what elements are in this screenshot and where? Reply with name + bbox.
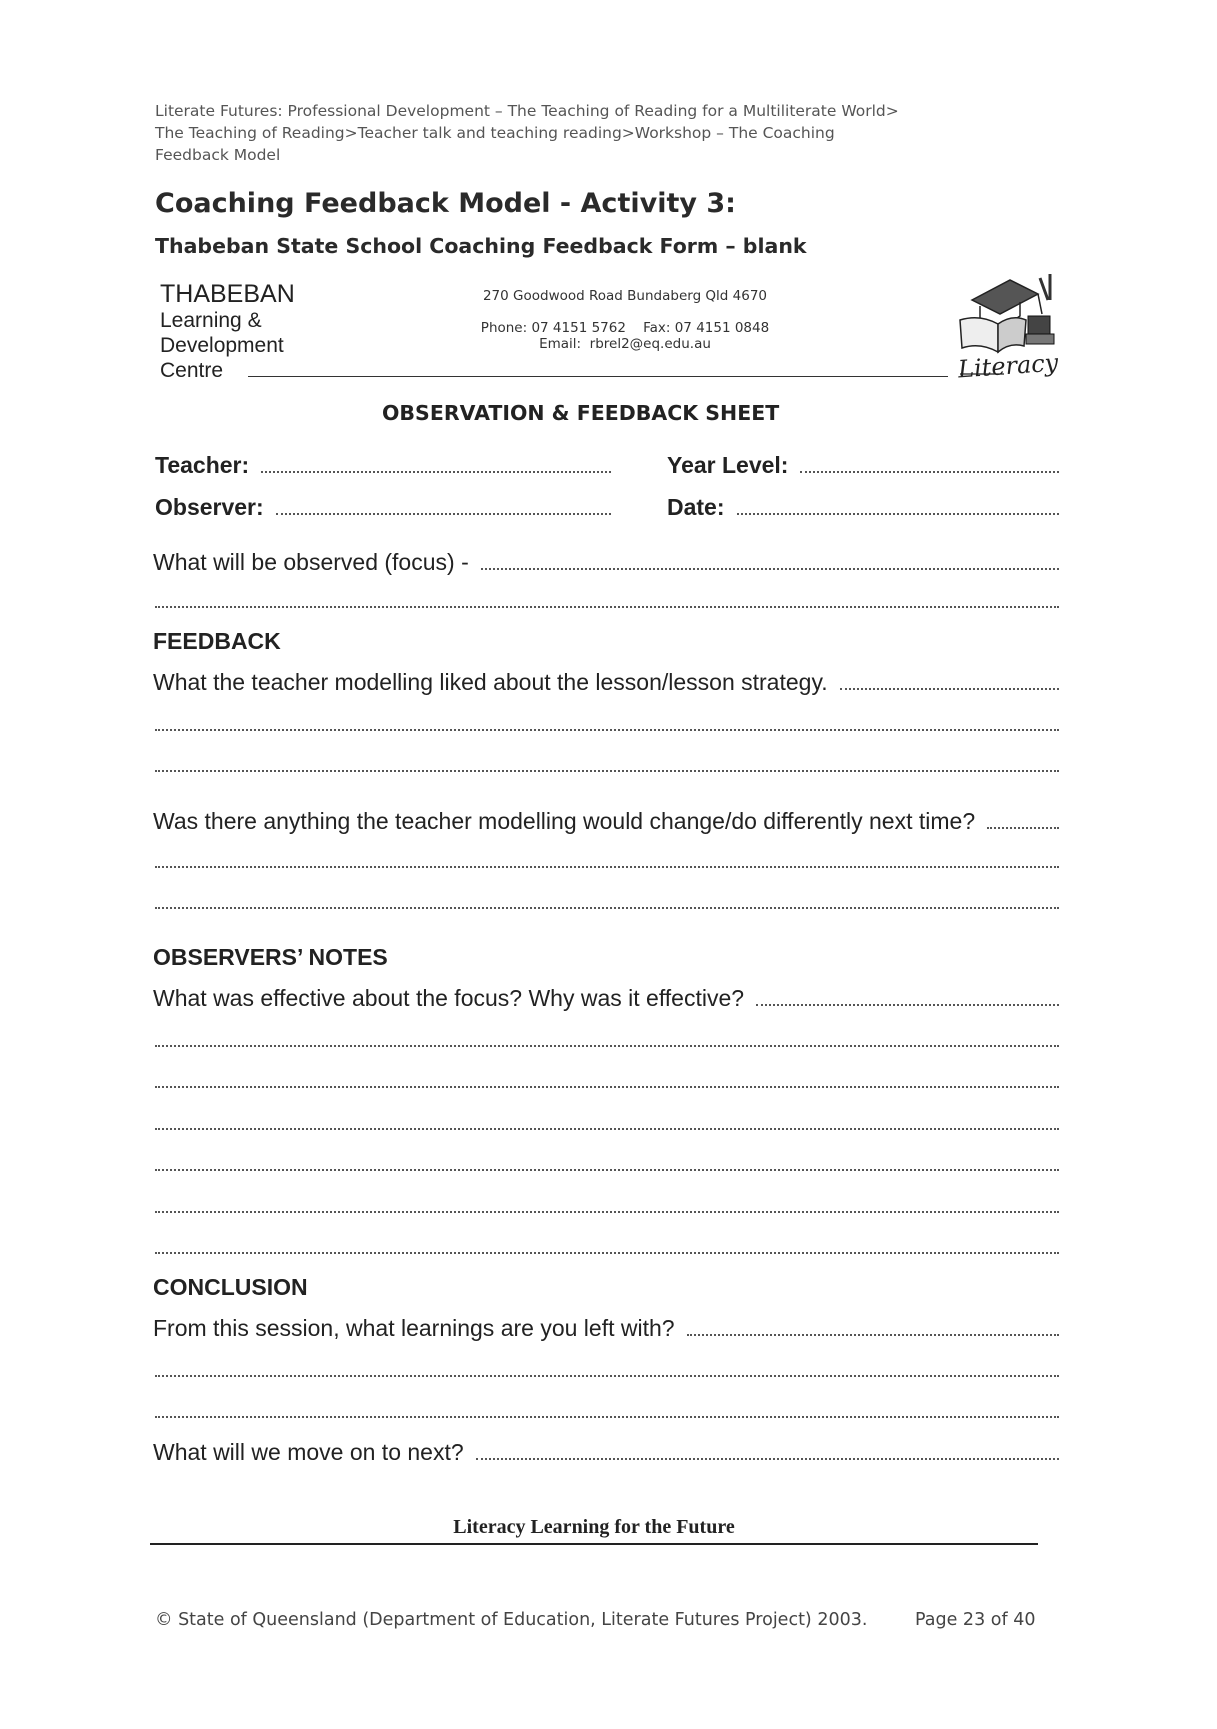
page-number: Page 23 of 40 xyxy=(915,1610,1036,1630)
contact-address: 270 Goodwood Road Bundaberg Qld 4670 xyxy=(482,288,768,304)
breadcrumb-line-1: Literate Futures: Professional Development – The Teaching of Reading for a Multiliterate World> xyxy=(155,102,899,120)
org-name-block xyxy=(160,280,295,383)
year-level-label: Year Level: xyxy=(667,452,789,478)
conclusion-q2-field[interactable] xyxy=(476,1440,1059,1460)
focus-row xyxy=(153,549,1059,576)
feedback-q2-line-3[interactable] xyxy=(155,905,1059,909)
breadcrumb xyxy=(155,100,1055,166)
observer-row xyxy=(155,494,611,521)
observer-field[interactable] xyxy=(276,495,611,515)
observers-line-2[interactable] xyxy=(155,1043,1059,1047)
observers-q1-field[interactable] xyxy=(756,986,1059,1006)
page-subtitle: Thabeban State School Coaching Feedback Form – blank xyxy=(155,234,807,258)
observers-q1-label: What was effective about the focus? Why was it effective? xyxy=(153,985,745,1011)
observers-line-5[interactable] xyxy=(155,1167,1059,1171)
org-name: THABEBAN xyxy=(160,280,295,308)
feedback-q1-field[interactable] xyxy=(840,670,1059,690)
observers-notes-heading: OBSERVERS’ NOTES xyxy=(153,944,388,970)
feedback-q1-label: What the teacher modelling liked about the lesson/lesson strategy. xyxy=(153,669,828,695)
year-level-row xyxy=(667,452,1059,479)
observers-line-3[interactable] xyxy=(155,1084,1059,1088)
feedback-q2-field[interactable] xyxy=(987,809,1059,829)
observers-line-6[interactable] xyxy=(155,1209,1059,1213)
contact-email: Email: rbrel2@eq.edu.au xyxy=(539,336,711,352)
contact-block xyxy=(420,288,830,352)
footer-divider xyxy=(150,1543,1038,1545)
conclusion-q1-field[interactable] xyxy=(687,1316,1059,1336)
feedback-q1-row xyxy=(153,669,1059,696)
observers-q1-row xyxy=(153,985,1059,1012)
date-row xyxy=(667,494,1059,521)
contact-phone: Phone: 07 4151 5762 Fax: 07 4151 0848 xyxy=(480,320,770,336)
feedback-q2-label: Was there anything the teacher modelling would change/do differently next time? xyxy=(153,808,976,834)
teacher-label: Teacher: xyxy=(155,452,250,478)
conclusion-heading: CONCLUSION xyxy=(153,1274,308,1300)
focus-field[interactable] xyxy=(481,550,1059,570)
literacy-logo-text: Literacy xyxy=(957,348,1060,384)
copyright-notice: © State of Queensland (Department of Education, Literate Futures Project) 2003. xyxy=(155,1610,868,1630)
date-label: Date: xyxy=(667,494,725,520)
conclusion-q1-label: From this session, what learnings are you left with? xyxy=(153,1315,675,1341)
conclusion-q1-line-2[interactable] xyxy=(155,1373,1059,1377)
page-title: Coaching Feedback Model - Activity 3: xyxy=(155,188,736,219)
conclusion-q2-label: What will we move on to next? xyxy=(153,1439,464,1465)
feedback-q1-line-3[interactable] xyxy=(155,768,1059,772)
teacher-field[interactable] xyxy=(261,453,611,473)
conclusion-q1-line-3[interactable] xyxy=(155,1414,1059,1418)
org-line-3: Development xyxy=(160,334,284,357)
focus-line-2[interactable] xyxy=(155,604,1059,608)
feedback-q2-line-2[interactable] xyxy=(155,864,1059,868)
footer-title: Literacy Learning for the Future xyxy=(453,1516,735,1538)
breadcrumb-line-2: The Teaching of Reading>Teacher talk and teaching reading>Workshop – The Coaching xyxy=(155,124,835,142)
feedback-q1-line-2[interactable] xyxy=(155,727,1059,731)
org-line-4: Centre xyxy=(160,359,224,382)
focus-label: What will be observed (focus) - xyxy=(153,549,469,575)
conclusion-q1-row xyxy=(153,1315,1059,1342)
observers-line-7[interactable] xyxy=(155,1250,1059,1254)
observer-label: Observer: xyxy=(155,494,264,520)
letterhead-divider xyxy=(248,376,948,377)
conclusion-q2-row xyxy=(153,1439,1059,1466)
literacy-logo xyxy=(950,270,1060,390)
breadcrumb-line-3: Feedback Model xyxy=(155,146,281,164)
feedback-q2-row xyxy=(153,808,1059,835)
feedback-heading: FEEDBACK xyxy=(153,628,281,654)
date-field[interactable] xyxy=(737,495,1059,515)
observers-line-4[interactable] xyxy=(155,1126,1059,1130)
year-level-field[interactable] xyxy=(800,453,1059,473)
sheet-title: OBSERVATION & FEEDBACK SHEET xyxy=(382,401,780,425)
org-line-2: Learning & xyxy=(160,309,262,332)
teacher-row xyxy=(155,452,611,479)
